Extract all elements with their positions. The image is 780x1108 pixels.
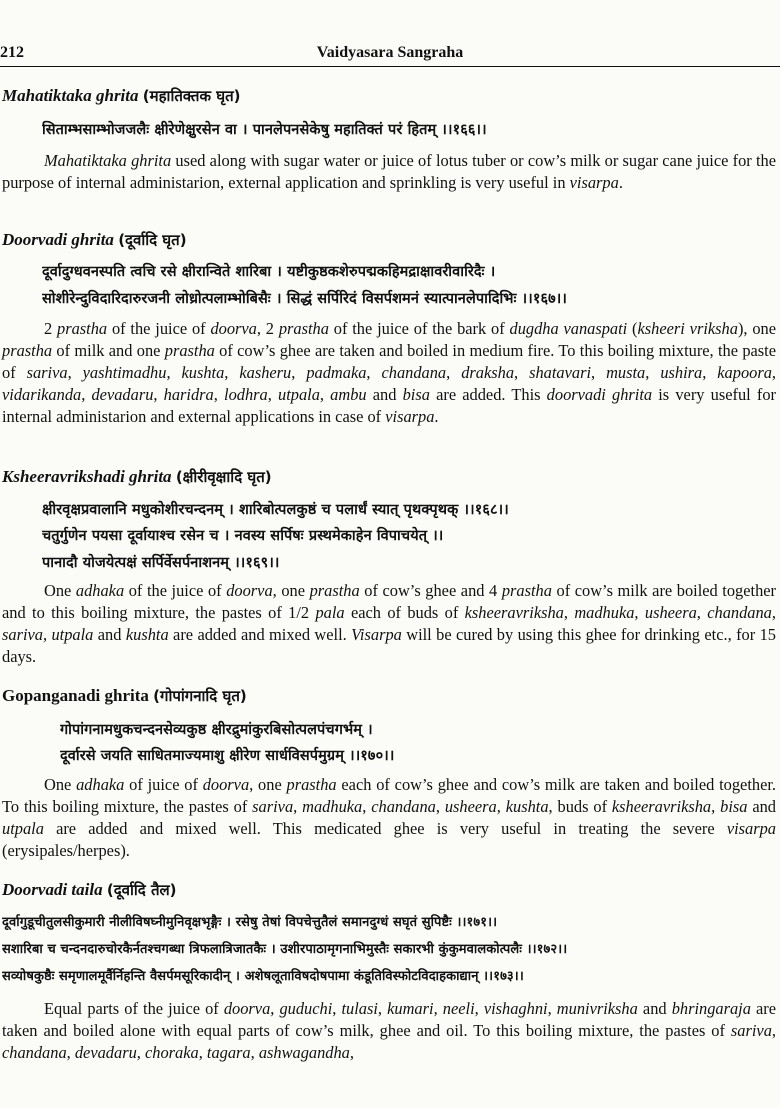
text-run: , 2 [256,319,279,338]
text-run: . [618,173,623,192]
italic-term: chandana [707,603,772,622]
text-run: . [434,407,439,426]
sanskrit-verse: सशारिबा च चन्दनदारुचोरकैर्नतश्चगब्धा त्रिफलात्रिजातकैः । उशीरपाठामृगनाभिमुस्तैः सकारभी कुंकुमवालकोत्पलैः ।।१७२।। [2,942,568,957]
text-run: are added and mixed well. This medicated ghee is very useful in treating the severe [43,819,727,838]
text-run: , [66,1043,75,1062]
text-run: , [136,1043,145,1062]
italic-term: doorva [226,581,273,600]
text-run: , [349,1043,354,1062]
italic-term: kasheru [239,363,292,382]
text-run: , [166,363,182,382]
text-run: , [496,797,506,816]
text-run: , [319,385,331,404]
italic-term: ksheeravriksha [464,603,564,622]
text-run: and [637,999,672,1018]
italic-term: prastha [2,341,53,360]
italic-term: Visarpa [351,625,402,644]
section-heading [2,467,272,487]
heading-title: Gopanganadi ghrita [2,686,149,705]
text-run: is very useful for internal administarion and external applications in case of [2,385,776,426]
italic-term: yashtimadhu [82,363,167,382]
italic-term: kushta [125,625,169,644]
text-run: , [696,603,708,622]
italic-term: sariva [26,363,68,382]
text-run: , [563,603,575,622]
text-run: Equal parts of the juice of [44,999,224,1018]
italic-term: prastha [501,581,552,600]
text-run: , [198,1043,207,1062]
text-run: One [44,581,76,600]
text-run: 2 [44,319,58,338]
text-run: , [42,625,52,644]
text-run: , [213,385,225,404]
paragraph [2,774,776,862]
text-run: , [446,363,462,382]
italic-term: adhaka [75,581,125,600]
paragraph [2,998,776,1064]
heading-title: Doorvadi ghrita [2,230,114,249]
text-run: , [771,1021,776,1040]
italic-term: munivriksha [556,999,638,1018]
text-run: , [366,363,382,382]
italic-term: pala [315,603,345,622]
section-heading [2,230,187,250]
text-run: , [711,797,721,816]
text-run: , [634,603,645,622]
italic-term: doorva [202,775,250,794]
italic-term: doorva [210,319,257,338]
sanskrit-verse: दूर्वादुग्धवनस्पति त्वचि रसे क्षीरान्विते शारिबा । यष्टीकुष्ठकशेरुपद्मकहिमद्राक्षावरीवारिदैः । [42,264,496,280]
italic-term: devadaru [91,385,154,404]
sanskrit-verse: सव्योषकुष्ठैः समृणालमूर्वैर्निहन्ति वैसर्पमसूरिकादीन् । अशेषलूताविषदोषपामा कंडूतिविस्फोटविदाहकाद्यान् ।।१७३।। [2,969,524,984]
italic-term: bisa [402,385,430,404]
italic-term: chandana [2,1043,67,1062]
italic-term: devadaru [74,1043,137,1062]
italic-term: prastha [286,775,337,794]
italic-term: shatavari [529,363,592,382]
running-title: Vaidyasara Sangraha [316,44,464,61]
text-run: , [377,999,388,1018]
heading-title: Mahatiktaka ghrita [2,86,139,105]
italic-term: madhuka [302,797,363,816]
text-run: , [591,363,607,382]
text-run: are added. This [429,385,547,404]
text-run: , [474,999,484,1018]
italic-term: haridra [163,385,214,404]
italic-term: chandana [371,797,436,816]
sanskrit-verse: सोशीरेन्दुविदारिदारुरजनी लोध्रोत्पलाम्भोबिसैः । सिद्धं सर्पिरिदं विसर्पशमनं स्यात्पानलेपादिभिः ।।१६७।। [42,291,567,307]
text-run: , one [249,775,287,794]
text-run: will be cured by using this ghee for drinking etc., for 15 days. [2,625,776,666]
text-run: and [93,625,126,644]
text-run: each of buds of [344,603,465,622]
text-run: are taken and boiled alone with equal parts of cow’s milk, ghee and oil. To this boiling mixture, the pastes of [2,999,777,1040]
text-run: , buds of [548,797,612,816]
italic-term: madhuka [574,603,635,622]
italic-term: utpala [2,819,44,838]
italic-term: chandana [381,363,447,382]
italic-term: kushta [181,363,225,382]
italic-term: tagara [206,1043,251,1062]
text-run: , [771,603,776,622]
italic-term: prastha [164,341,215,360]
italic-term: utpala [51,625,94,644]
italic-term: draksha [461,363,515,382]
text-run: , [433,999,443,1018]
italic-term: sariva [252,797,294,816]
italic-term: usheera [444,797,497,816]
italic-term: visarpa [726,819,776,838]
section-heading [2,686,247,706]
sanskrit-verse: दूर्वागुडूचीतुलसीकुमारी नीलीविषघ्नीमुनिवृक्षभृङ्गैः । रसेषु तेषां विपचेत्तुतैलं समानदुग्धं सघृतं सुपिष्टैः ।।१७१।। [2,915,498,930]
text-run: of the juice of [124,581,227,600]
section-heading [2,86,240,106]
sanskrit-verse: क्षीरवृक्षप्रवालानि मधुकोशीरचन्दनम् । शारिबोत्पलकुष्ठं च पलार्धं स्यात् पृथक्पृथक् ।।१६८।। [42,502,509,518]
text-run: ), one [737,319,776,338]
italic-term: neeli [442,999,475,1018]
text-run: and [747,797,776,816]
italic-term: adhaka [76,775,125,794]
italic-term: prastha [57,319,108,338]
sanskrit-verse: चतुर्गुणेन पयसा दूर्वायाश्च रसेन च । नवस्य सर्पिषः प्रस्थमेकाहेन विपाचयेत् ।। [42,528,444,544]
heading-sanskrit: (महातिक्तक घृत) [142,87,241,105]
text-run: of the juice of the bark of [328,319,510,338]
italic-term: prastha [309,581,360,600]
italic-term: kushta [505,797,549,816]
text-run: (erysipales/herpes). [2,841,130,860]
sanskrit-verse: सिताम्भसाम्भोजजलैः क्षीरेणेक्षुरसेन वा । पानलेपनसेकेषु महातिक्तं परं हितम् ।।१६६।। [42,122,487,138]
heading-title: Ksheeravrikshadi ghrita [2,467,172,486]
italic-term: doorvadi ghrita [546,385,653,404]
italic-term: bisa [720,797,748,816]
text-run: of cow’s milk are boiled together and to this boiling mixture, the pastes of [2,581,776,622]
text-run: , [153,385,164,404]
heading-sanskrit: (दूर्वादि घृत) [118,231,187,249]
italic-term: sariva [2,625,43,644]
italic-term: padmaka [306,363,367,382]
text-run: , [702,363,718,382]
text-run: , [267,385,278,404]
italic-term: choraka [144,1043,199,1062]
italic-term: sariva [730,1021,772,1040]
text-run: 1/2 [288,603,316,622]
sanskrit-verse: दूर्वारसे जयति साधितमाज्यमाशु क्षीरेण सार्धविसर्पमुग्रम् ।।१७०।। [60,748,395,764]
italic-term: vidarikanda [2,385,82,404]
italic-term: visarpa [385,407,435,426]
text-run: , [67,363,83,382]
italic-term: kapoora [717,363,772,382]
italic-term: bhringaraja [671,999,751,1018]
italic-term: ksheeravriksha [611,797,712,816]
text-run: , [771,363,777,382]
text-run: One [44,775,77,794]
text-run: , [645,363,661,382]
text-run: , [362,797,372,816]
section-heading [2,880,177,900]
text-run: , [291,363,307,382]
text-run: , [250,1043,259,1062]
italic-term: tulasi [341,999,378,1018]
text-run: of milk and one [52,341,165,360]
italic-term: usheera [644,603,697,622]
italic-term: prastha [278,319,329,338]
italic-term: doorva [223,999,271,1018]
paragraph [2,318,776,428]
italic-term: vishaghni [483,999,548,1018]
text-run: of the juice of [107,319,211,338]
italic-term: lodhra [224,385,268,404]
text-run: , [547,999,557,1018]
page-header [0,44,780,67]
text-run: , one [272,581,310,600]
italic-term: ksheeri vriksha [637,319,738,338]
text-run: of cow’s ghee and 4 [359,581,502,600]
text-run: , [270,999,280,1018]
text-run: of juice of [124,775,203,794]
heading-title: Doorvadi taila [2,880,103,899]
italic-term: ambu [330,385,367,404]
italic-term: ushira [660,363,703,382]
text-run: each of cow’s ghee and cow’s milk are taken and boiled together. To this boiling mixture, the pastes of [2,775,776,816]
paragraph [2,150,776,194]
italic-term: visarpa [569,173,619,192]
text-run: , [514,363,530,382]
italic-term: ashwagandha [258,1043,350,1062]
italic-term: guduchi [279,999,333,1018]
heading-sanskrit: (दूर्वादि तैल) [106,881,177,899]
text-run: are added and mixed well. [168,625,352,644]
text-run: , [293,797,303,816]
text-run: , [435,797,445,816]
page-number: 212 [0,44,24,61]
heading-sanskrit: (गोपांगनादि घृत) [153,687,247,705]
italic-term: musta [606,363,646,382]
sanskrit-verse: गोपांगनामधुकचन्दनसेव्यकुष्ठ क्षीरद्रुमांकुरबिसोत्पलपंचगर्भम् । [60,722,373,738]
text-run: of cow’s ghee are taken and boiled in medium fire. To this boiling mixture, the paste of [2,341,777,382]
italic-term: dugdha vanaspati [509,319,628,338]
paragraph [2,580,776,668]
text-run: , [332,999,342,1018]
heading-sanskrit: (क्षीरीवृक्षादि घृत) [175,468,272,486]
text-run: , [224,363,240,382]
text-run: ( [627,319,638,338]
text-run: , [81,385,92,404]
text-run: and [366,385,403,404]
italic-term: utpala [278,385,320,404]
sanskrit-verse: पानादौ योजयेत्पक्षं सर्पिर्वेसर्पनाशनम् ।।१६९।। [42,555,280,571]
italic-term: Mahatiktaka ghrita [44,151,172,170]
italic-term: kumari [387,999,434,1018]
text-run: used along with sugar water or juice of lotus tuber or cow’s milk or sugar cane juice for the purpose of internal administarion, external application and sprinkling is very useful in [2,151,776,192]
